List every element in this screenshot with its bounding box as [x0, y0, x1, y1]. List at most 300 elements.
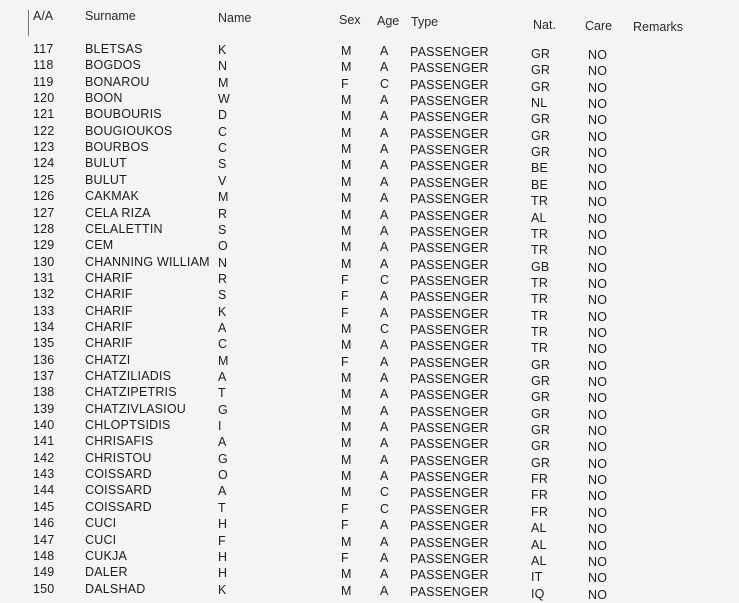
cell-name: I [218, 419, 222, 434]
cell-sex: M [341, 223, 352, 238]
cell-nat: TR [531, 341, 549, 356]
cell-care: NO [588, 325, 608, 340]
table-row [0, 483, 739, 504]
cell-nat: GR [531, 374, 551, 388]
cell-name: G [218, 451, 228, 466]
cell-name: K [218, 43, 227, 57]
cell-name: M [218, 190, 229, 205]
cell-age: A [380, 207, 389, 222]
cell-surname: CHARIF [85, 303, 133, 318]
cell-age: A [380, 158, 389, 173]
table-row [0, 434, 739, 455]
cell-age: A [380, 44, 389, 58]
cell-name: D [218, 108, 228, 123]
cell-nat: TR [531, 226, 549, 241]
cell-age: A [380, 534, 389, 549]
cell-age: C [380, 485, 390, 500]
cell-surname: DALER [85, 565, 128, 580]
cell-type: PASSENGER [410, 290, 489, 305]
cell-name: A [218, 370, 227, 384]
cell-nat: GR [531, 112, 551, 127]
table-row [0, 287, 739, 308]
margin-mark [28, 10, 29, 36]
cell-age: A [380, 240, 389, 255]
cell-name: S [218, 222, 227, 237]
cell-care: NO [588, 260, 608, 275]
cell-aa: 123 [33, 140, 55, 155]
cell-surname: BULUT [85, 172, 127, 187]
cell-surname: BOURBOS [85, 140, 149, 155]
cell-sex: M [341, 93, 352, 108]
cell-aa: 142 [33, 450, 55, 465]
cell-name: H [218, 517, 228, 532]
table-row [0, 565, 739, 586]
cell-aa: 117 [33, 42, 54, 56]
cell-sex: F [341, 550, 349, 565]
cell-sex: M [341, 452, 352, 467]
cell-care: NO [588, 211, 608, 226]
cell-type: PASSENGER [410, 306, 489, 321]
cell-aa: 125 [33, 172, 55, 187]
table-row [0, 254, 739, 275]
cell-name: R [218, 206, 228, 221]
cell-aa: 121 [33, 107, 55, 122]
cell-age: A [380, 583, 389, 598]
cell-type: PASSENGER [410, 257, 489, 272]
cell-nat: FR [531, 504, 549, 519]
cell-aa: 134 [33, 319, 55, 334]
cell-name: S [218, 157, 227, 172]
cell-nat: AL [531, 537, 547, 552]
cell-care: NO [588, 309, 608, 324]
cell-nat: AL [531, 521, 547, 536]
cell-care: NO [588, 407, 608, 422]
cell-age: A [380, 371, 389, 385]
table-row [0, 74, 739, 95]
cell-name: O [218, 468, 228, 483]
cell-aa: 128 [33, 221, 55, 236]
cell-name: G [218, 402, 228, 417]
cell-sex: M [341, 387, 352, 402]
cell-sex: M [341, 371, 352, 385]
cell-sex: M [341, 158, 352, 173]
cell-aa: 118 [33, 58, 54, 73]
cell-type: PASSENGER [410, 453, 489, 468]
table-row [0, 467, 739, 488]
cell-nat: GR [531, 79, 551, 94]
cell-name: W [218, 92, 230, 107]
table-row [0, 418, 739, 439]
cell-surname: COISSARD [85, 499, 152, 514]
table-row [0, 107, 739, 128]
cell-name: A [218, 435, 227, 450]
cell-nat: TR [531, 292, 549, 307]
cell-type: PASSENGER [410, 61, 489, 76]
cell-sex: M [341, 583, 352, 598]
cell-age: A [380, 567, 389, 582]
cell-name: M [218, 75, 229, 90]
cell-surname: CUCI [85, 532, 117, 547]
cell-age: A [380, 387, 389, 402]
cell-age: A [380, 125, 389, 140]
cell-type: PASSENGER [410, 372, 489, 386]
cell-care: NO [588, 440, 608, 455]
cell-sex: M [341, 420, 352, 435]
cell-surname: CHRISTOU [85, 450, 152, 465]
cell-sex: M [341, 60, 352, 75]
cell-nat: TR [531, 243, 549, 258]
cell-sex: M [341, 469, 352, 484]
cell-nat: NL [531, 96, 548, 111]
cell-type: PASSENGER [410, 535, 489, 550]
cell-care: NO [588, 456, 608, 471]
cell-type: PASSENGER [410, 45, 489, 59]
cell-type: PASSENGER [410, 110, 489, 125]
cell-name: T [218, 386, 226, 401]
cell-type: PASSENGER [410, 568, 489, 583]
table-row [0, 532, 739, 553]
cell-age: A [380, 305, 389, 320]
cell-aa: 119 [33, 74, 54, 89]
table-row [0, 516, 739, 537]
cell-aa: 122 [33, 123, 55, 138]
cell-age: A [380, 436, 389, 451]
cell-aa: 137 [33, 369, 55, 383]
cell-name: H [218, 549, 228, 564]
cell-aa: 136 [33, 352, 55, 367]
cell-sex: M [341, 338, 352, 353]
cell-nat: BE [531, 177, 549, 192]
cell-sex: F [341, 354, 349, 369]
table-row [0, 189, 739, 210]
cell-surname: BOON [85, 91, 123, 106]
cell-sex: M [341, 403, 352, 418]
cell-care: NO [588, 375, 608, 389]
cell-sex: M [341, 44, 352, 58]
cell-name: T [218, 500, 226, 515]
header-aa: A/A [33, 9, 54, 23]
cell-care: NO [588, 391, 608, 406]
cell-name: F [218, 533, 226, 548]
cell-sex: M [341, 207, 352, 222]
cell-nat: TR [531, 324, 549, 339]
cell-type: PASSENGER [410, 94, 489, 109]
cell-type: PASSENGER [410, 159, 489, 174]
cell-care: NO [588, 571, 608, 586]
cell-type: PASSENGER [410, 584, 489, 599]
cell-surname: CHATZI [85, 352, 131, 367]
table-row [0, 401, 739, 422]
cell-aa: 135 [33, 336, 55, 351]
table-row [0, 385, 739, 406]
cell-sex: M [341, 174, 352, 189]
table-row [0, 123, 739, 144]
cell-sex: M [341, 142, 352, 157]
cell-nat: GR [531, 439, 551, 454]
cell-aa: 131 [33, 270, 55, 285]
cell-name: K [218, 582, 227, 597]
cell-nat: AL [531, 210, 547, 225]
cell-nat: GR [531, 63, 551, 78]
cell-surname: CEM [85, 238, 114, 253]
cell-sex: F [341, 501, 349, 516]
cell-surname: CHATZIVLASIOU [85, 401, 186, 416]
cell-sex: F [341, 305, 349, 320]
table-row [0, 548, 739, 569]
cell-surname: CHARIF [85, 319, 133, 334]
cell-name: V [218, 173, 227, 188]
cell-aa: 145 [33, 499, 55, 514]
cell-type: PASSENGER [410, 322, 489, 337]
cell-age: A [380, 174, 389, 189]
cell-type: PASSENGER [410, 143, 489, 158]
cell-age: A [380, 93, 389, 108]
cell-care: NO [588, 424, 608, 439]
cell-age: C [380, 272, 390, 287]
cell-nat: FR [531, 472, 549, 487]
cell-aa: 148 [33, 548, 55, 563]
cell-age: A [380, 420, 389, 435]
cell-sex: M [341, 125, 352, 140]
cell-sex: F [341, 272, 349, 287]
cell-age: A [380, 354, 389, 369]
cell-type: PASSENGER [410, 502, 489, 517]
cell-surname: CHANNING WILLIAM [85, 254, 210, 269]
table-row [0, 58, 739, 79]
cell-care: NO [588, 227, 608, 242]
cell-aa: 138 [33, 385, 55, 400]
cell-aa: 147 [33, 532, 55, 547]
cell-care: NO [588, 129, 608, 144]
cell-care: NO [588, 113, 608, 128]
cell-surname: CHATZILIADIS [85, 369, 172, 383]
cell-nat: GR [531, 406, 551, 421]
cell-care: NO [588, 146, 608, 161]
header-name: Name [218, 11, 252, 25]
cell-nat: GR [531, 455, 551, 470]
header-age: Age [377, 14, 400, 28]
cell-age: A [380, 142, 389, 157]
cell-nat: GR [531, 128, 551, 143]
cell-care: NO [588, 489, 608, 504]
cell-age: A [380, 452, 389, 467]
cell-name: C [218, 124, 228, 139]
cell-surname: BOGDOS [85, 58, 142, 73]
cell-type: PASSENGER [410, 126, 489, 141]
cell-surname: BULUT [85, 156, 127, 171]
cell-sex: M [341, 109, 352, 124]
table-row [0, 369, 739, 389]
cell-surname: COISSARD [85, 483, 152, 498]
table-row [0, 221, 739, 242]
cell-surname: BLETSAS [85, 42, 143, 56]
cell-age: C [380, 76, 390, 91]
table-row [0, 352, 739, 373]
cell-sex: M [341, 485, 352, 500]
cell-sex: M [341, 321, 352, 336]
cell-age: C [380, 501, 390, 516]
cell-type: PASSENGER [410, 208, 489, 223]
header-type: Type [411, 15, 439, 29]
cell-care: NO [588, 554, 608, 569]
cell-care: NO [588, 244, 608, 259]
cell-type: PASSENGER [410, 551, 489, 566]
cell-surname: CHRISAFIS [85, 434, 154, 449]
table-row [0, 319, 739, 340]
cell-aa: 126 [33, 189, 55, 204]
cell-aa: 130 [33, 254, 55, 269]
cell-surname: CHARIF [85, 287, 133, 302]
header-remarks: Remarks [633, 20, 684, 34]
cell-nat: GR [531, 357, 551, 372]
cell-age: A [380, 60, 389, 75]
cell-care: NO [588, 587, 608, 602]
cell-aa: 149 [33, 565, 55, 580]
cell-nat: FR [531, 488, 549, 503]
cell-sex: M [341, 436, 352, 451]
cell-surname: BOUGIOUKOS [85, 123, 173, 138]
cell-aa: 127 [33, 205, 55, 220]
cell-aa: 144 [33, 483, 55, 498]
cell-age: A [380, 256, 389, 271]
cell-name: H [218, 566, 228, 581]
cell-type: PASSENGER [410, 470, 489, 485]
cell-name: K [218, 304, 227, 319]
cell-type: PASSENGER [410, 421, 489, 436]
cell-care: NO [588, 195, 608, 210]
cell-type: PASSENGER [410, 273, 489, 288]
cell-sex: M [341, 256, 352, 271]
cell-age: A [380, 518, 389, 533]
cell-surname: CUCI [85, 516, 117, 531]
table-row [0, 581, 739, 602]
cell-type: PASSENGER [410, 192, 489, 207]
cell-surname: CELALETTIN [85, 221, 163, 236]
cell-care: NO [588, 178, 608, 193]
cell-care: NO [588, 48, 608, 62]
cell-type: PASSENGER [410, 241, 489, 256]
cell-nat: TR [531, 194, 549, 209]
table-row [0, 172, 739, 193]
header-surname: Surname [85, 9, 136, 23]
cell-nat: GB [531, 259, 550, 274]
cell-surname: CUKJA [85, 548, 127, 563]
cell-surname: CHLOPTSIDIS [85, 418, 171, 433]
cell-care: NO [588, 505, 608, 520]
cell-sex: M [341, 240, 352, 255]
cell-nat: TR [531, 275, 549, 290]
cell-care: NO [588, 162, 608, 177]
cell-name: N [218, 59, 228, 74]
table-row [0, 42, 739, 62]
cell-sex: M [341, 534, 352, 549]
cell-age: C [380, 321, 390, 336]
cell-age: A [380, 338, 389, 353]
cell-age: A [380, 191, 389, 206]
cell-care: NO [588, 342, 608, 357]
cell-surname: CELA RIZA [85, 205, 151, 220]
cell-type: PASSENGER [410, 486, 489, 501]
cell-type: PASSENGER [410, 519, 489, 534]
cell-type: PASSENGER [410, 224, 489, 239]
header-care: Care [585, 19, 613, 33]
cell-age: A [380, 403, 389, 418]
cell-name: R [218, 271, 228, 286]
cell-care: NO [588, 522, 608, 537]
cell-aa: 133 [33, 303, 55, 318]
cell-aa: 129 [33, 238, 55, 253]
cell-sex: M [341, 567, 352, 582]
table-row [0, 450, 739, 471]
cell-care: NO [588, 276, 608, 291]
cell-name: C [218, 141, 228, 156]
table-row [0, 303, 739, 324]
cell-type: PASSENGER [410, 388, 489, 403]
cell-aa: 120 [33, 91, 55, 106]
cell-type: PASSENGER [410, 175, 489, 190]
cell-aa: 150 [33, 581, 55, 596]
cell-care: NO [588, 358, 608, 373]
cell-sex: F [341, 76, 349, 91]
cell-age: A [380, 289, 389, 304]
table-row [0, 270, 739, 291]
cell-care: NO [588, 64, 608, 79]
cell-nat: GR [531, 390, 551, 405]
cell-care: NO [588, 80, 608, 95]
table-row [0, 140, 739, 161]
cell-type: PASSENGER [410, 404, 489, 419]
cell-aa: 139 [33, 401, 55, 416]
cell-sex: M [341, 191, 352, 206]
cell-name: A [218, 484, 227, 499]
cell-nat: GR [531, 145, 551, 160]
cell-surname: COISSARD [85, 467, 152, 482]
table-row [0, 205, 739, 226]
cell-nat: AL [531, 553, 547, 568]
cell-name: A [218, 320, 227, 335]
header-sex: Sex [339, 13, 361, 27]
cell-nat: GR [531, 47, 551, 61]
cell-aa: 124 [33, 156, 55, 171]
cell-sex: F [341, 289, 349, 304]
cell-type: PASSENGER [410, 77, 489, 92]
cell-sex: F [341, 518, 349, 533]
cell-surname: CHATZIPETRIS [85, 385, 177, 400]
cell-nat: IT [531, 570, 543, 585]
cell-surname: CHARIF [85, 270, 133, 285]
cell-care: NO [588, 97, 608, 112]
cell-aa: 132 [33, 287, 55, 302]
cell-nat: BE [531, 161, 549, 176]
table-row [0, 91, 739, 112]
cell-surname: DALSHAD [85, 581, 146, 596]
cell-aa: 140 [33, 418, 55, 433]
table-row [0, 156, 739, 177]
table-row [0, 499, 739, 520]
cell-name: N [218, 255, 228, 270]
table-row [0, 238, 739, 259]
cell-type: PASSENGER [410, 437, 489, 452]
cell-care: NO [588, 473, 608, 488]
header-nat: Nat. [533, 18, 556, 32]
cell-age: A [380, 223, 389, 238]
cell-aa: 141 [33, 434, 55, 449]
cell-name: O [218, 239, 228, 254]
cell-name: M [218, 353, 229, 368]
cell-aa: 146 [33, 516, 55, 531]
cell-surname: BOUBOURIS [85, 107, 162, 122]
cell-age: A [380, 469, 389, 484]
